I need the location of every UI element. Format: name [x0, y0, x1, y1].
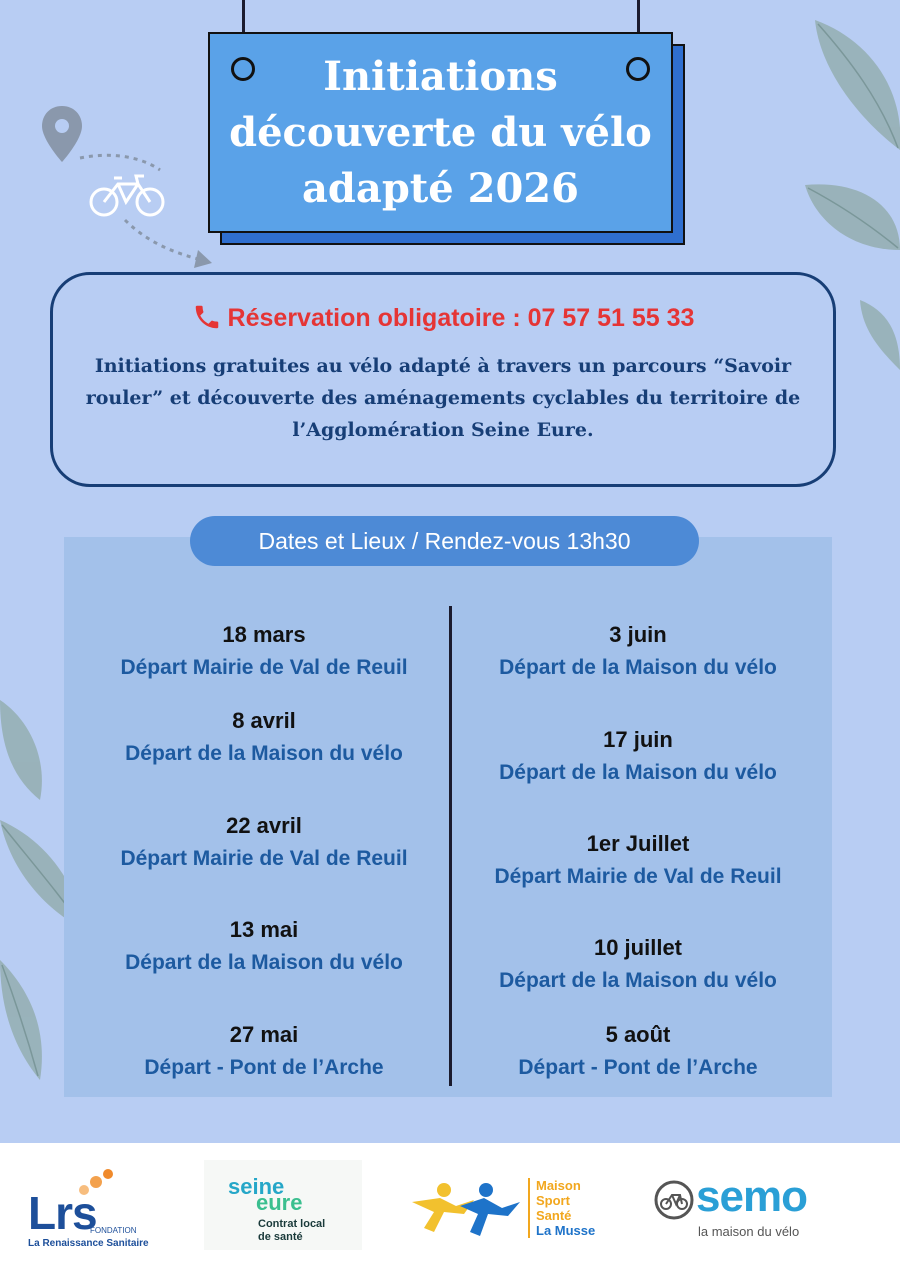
list-item: [452, 618, 824, 684]
reservation-line: [0, 302, 886, 333]
entry-date: 22 avril: [226, 813, 302, 838]
maison-line-4: La Musse: [536, 1223, 596, 1238]
bicycle-icon: [88, 172, 168, 220]
entry-place: Départ de la Maison du vélo: [125, 742, 403, 765]
list-item: [452, 827, 824, 893]
maison-line-1: Maison: [536, 1178, 581, 1193]
title-box: [208, 32, 673, 233]
entry-date: 13 mai: [229, 917, 299, 942]
semo-tagline: la maison du vélo: [698, 1224, 800, 1239]
entry-date: 5 août: [605, 1022, 671, 1047]
reservation-label[interactable]: Réservation obligatoire : 07 57 51 55 33: [227, 304, 695, 332]
entry-place: Départ Mairie de Val de Reuil: [494, 865, 782, 888]
ring-right-icon: [626, 57, 650, 81]
ring-left-icon: [231, 57, 255, 81]
dates-header: Dates et Lieux / Rendez-vous 13h30: [190, 516, 699, 566]
entry-place: Départ - Pont de l’Arche: [518, 1056, 758, 1079]
seine-eure-mark-1: seine: [228, 1174, 285, 1199]
semo-logo: [652, 1172, 862, 1242]
list-item: [64, 913, 464, 979]
list-item: [64, 618, 464, 684]
list-item: [452, 1018, 824, 1084]
lrs-mark: Lrs: [28, 1187, 97, 1239]
entry-place: Départ Mairie de Val de Reuil: [120, 656, 408, 679]
entry-date: 17 juin: [603, 727, 673, 752]
entry-place: Départ de la Maison du vélo: [499, 656, 777, 679]
list-item: [452, 723, 824, 789]
entry-place: Départ de la Maison du vélo: [499, 761, 777, 784]
semo-mark: semo: [696, 1172, 807, 1221]
seine-eure-logo: [204, 1160, 362, 1250]
entry-date: 27 mai: [229, 1022, 299, 1047]
entry-place: Départ - Pont de l’Arche: [144, 1056, 384, 1079]
list-item: [64, 809, 464, 875]
lrs-logo: [28, 1168, 188, 1252]
semo-bike-icon: [652, 1180, 698, 1220]
entry-place: Départ de la Maison du vélo: [499, 969, 777, 992]
phone-icon: [192, 302, 222, 332]
lrs-fondation: FONDATION: [90, 1226, 137, 1235]
entry-date: 10 juillet: [593, 935, 683, 960]
seine-eure-line-1: Contrat local: [258, 1218, 326, 1230]
list-item: [452, 931, 824, 997]
entry-place: Départ de la Maison du vélo: [125, 951, 403, 974]
maison-sport-sante-logo: [404, 1174, 614, 1244]
entry-date: 1er Juillet: [586, 831, 690, 856]
entry-date: 18 mars: [222, 622, 306, 647]
page-title: Initiations découverte du vélo adapté 2026: [229, 52, 652, 212]
seine-eure-mark-2: eure: [256, 1190, 303, 1215]
list-item: [64, 1018, 464, 1084]
entry-date: 8 avril: [232, 708, 296, 733]
entry-date: 3 juin: [609, 622, 667, 647]
seine-eure-line-2: de santé: [258, 1231, 303, 1243]
maison-line-2: Sport: [536, 1193, 570, 1208]
entry-place: Départ Mairie de Val de Reuil: [120, 847, 408, 870]
lrs-name: La Renaissance Sanitaire: [28, 1238, 149, 1249]
runners-icon: [404, 1180, 524, 1240]
maison-line-3: Santé: [536, 1208, 572, 1223]
reservation-description: Initiations gratuites au vélo adapté à travers un parcours “Savoir rouler” et découverte des aménagements cyclables du territoire de l’Agglomération Seine Eure.: [85, 355, 801, 441]
maison-sport-divider: [528, 1178, 530, 1238]
list-item: [64, 704, 464, 770]
